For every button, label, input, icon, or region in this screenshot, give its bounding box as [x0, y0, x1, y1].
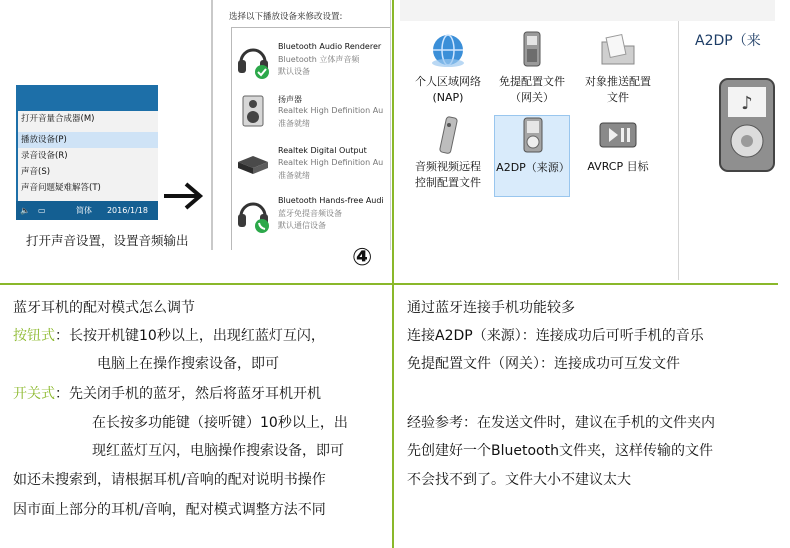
device-status: 准备就绪: [278, 119, 310, 128]
right-line6: 不会找不到了。文件大小不建议太大: [407, 472, 631, 488]
device-name: Realtek Digital Output: [278, 146, 367, 155]
right-line2: 连接A2DP（来源）：连接成功后可听手机的音乐: [407, 328, 704, 344]
playback-hint: 选择以下播放设备来修改设置:: [229, 12, 343, 22]
device-status: 默认设备: [278, 67, 310, 76]
menu-item-troubleshoot[interactable]: 声音问题疑难解答(T): [21, 183, 101, 193]
headset-icon: [235, 192, 271, 234]
left-title: 蓝牙耳机的配对模式怎么调节: [13, 300, 195, 316]
globe-network-icon: [428, 30, 468, 70]
service-label: 免提配置文件（网关）: [499, 75, 565, 104]
service-label: 个人区域网络 (NAP): [415, 75, 481, 104]
menu-item-recording-devices[interactable]: 录音设备(R): [21, 151, 68, 161]
media-player-icon: [513, 116, 553, 156]
right-line1: 通过蓝牙连接手机功能较多: [407, 300, 575, 316]
digital-output-icon: [235, 142, 271, 184]
svg-text:♪: ♪: [741, 93, 753, 114]
service-detail-title: A2DP（来: [695, 33, 761, 49]
right-line3: 免提配置文件（网关）：连接成功可互发文件: [407, 356, 680, 372]
speaker-icon: [235, 90, 271, 132]
toolbar-band: [400, 0, 775, 21]
switch-mode-line1: [13, 380, 321, 408]
message-tray-icon[interactable]: ▭: [38, 206, 46, 215]
button-mode-line1: [13, 322, 325, 350]
device-name: Bluetooth Hands-free Audi: [278, 196, 384, 205]
device-driver: Realtek High Definition Au: [278, 158, 384, 167]
playback-devices-dialog: [211, 0, 391, 250]
switch-mode-label: 开关式: [13, 386, 55, 402]
taskbar-date: 2016/1/18: [106, 206, 148, 215]
service-avrcp-target[interactable]: [580, 115, 656, 197]
vertical-divider: [392, 0, 394, 548]
speaker-tray-icon[interactable]: 🔈: [20, 206, 30, 215]
device-name: Bluetooth Audio Renderer: [278, 42, 382, 51]
service-avrcp-remote[interactable]: [410, 115, 486, 213]
default-check-icon: [255, 65, 269, 79]
headphones-icon: [235, 38, 271, 80]
service-handsfree-gateway[interactable]: [494, 30, 570, 110]
left-line4: 如还未搜索到，请根据耳机/音响的配对说明书操作: [13, 472, 326, 488]
remote-control-icon: [428, 115, 468, 155]
menu-item-sounds[interactable]: 声音(S): [21, 167, 51, 177]
device-driver: Bluetooth 立体声音频: [278, 55, 360, 64]
service-a2dp-source[interactable]: [494, 115, 570, 197]
device-status: 默认通信设备: [278, 221, 326, 230]
mobile-phone-icon: [512, 30, 552, 70]
media-player-large-icon: [712, 75, 775, 175]
service-nap[interactable]: [410, 30, 486, 110]
button-mode-text: ：长按开机键10秒以上，出现红蓝灯互闪，: [55, 328, 325, 344]
device-speaker[interactable]: [232, 86, 391, 136]
device-driver: Realtek High Definition Au: [278, 106, 384, 115]
input-language[interactable]: 简体: [76, 206, 92, 215]
horizontal-divider: [0, 283, 778, 285]
caption-open-sound-settings: 打开声音设置，设置音频输出: [26, 233, 189, 248]
device-status: 准备就绪: [278, 171, 310, 180]
step-number: ④: [352, 243, 373, 271]
folder-push-icon: [598, 30, 638, 70]
menu-item-volume-mixer[interactable]: 打开音量合成器(M): [21, 114, 95, 124]
right-arrow-icon: [162, 181, 204, 211]
button-mode-line2: 电脑上在操作搜索设备，即可: [97, 356, 279, 372]
device-list: [231, 27, 391, 250]
device-digital-output[interactable]: [232, 138, 391, 188]
play-pause-icon: [598, 115, 638, 155]
bluetooth-services-panel: [400, 0, 775, 280]
service-label: AVRCP 目标: [587, 160, 649, 173]
service-label: A2DP（来源）: [496, 161, 570, 174]
switch-mode-line2: 在长按多功能键（接听键）10秒以上，出: [92, 415, 348, 431]
tray-screenshot: [16, 85, 158, 220]
menu-item-playback-devices[interactable]: 播放设备(P): [18, 132, 158, 148]
left-line5: 因市面上部分的耳机/音响，配对模式调整方法不同: [13, 502, 326, 518]
device-bluetooth-handsfree[interactable]: [232, 188, 391, 238]
taskbar: [16, 201, 158, 220]
device-driver: 蓝牙免提音频设备: [278, 209, 342, 218]
panel-divider: [678, 21, 679, 280]
service-label: 对象推送配置文件: [585, 75, 651, 104]
right-line4: 经验参考：在发送文件时，建议在手机的文件夹内: [407, 415, 715, 431]
switch-mode-text: ：先关闭手机的蓝牙，然后将蓝牙耳机开机: [55, 386, 321, 402]
right-line5: 先创建好一个Bluetooth文件夹，这样传输的文件: [407, 443, 713, 459]
button-mode-label: 按钮式: [13, 328, 55, 344]
device-name: 扬声器: [278, 95, 302, 104]
tray-context-menu: [18, 111, 158, 201]
phone-badge-icon: [255, 219, 269, 233]
switch-mode-line3: 现红蓝灯互闪，电脑操作搜索设备，即可: [92, 443, 344, 459]
service-object-push[interactable]: [580, 30, 656, 110]
device-bluetooth-audio-renderer[interactable]: [232, 34, 391, 84]
service-label: 音频视频远程控制配置文件: [415, 160, 481, 189]
